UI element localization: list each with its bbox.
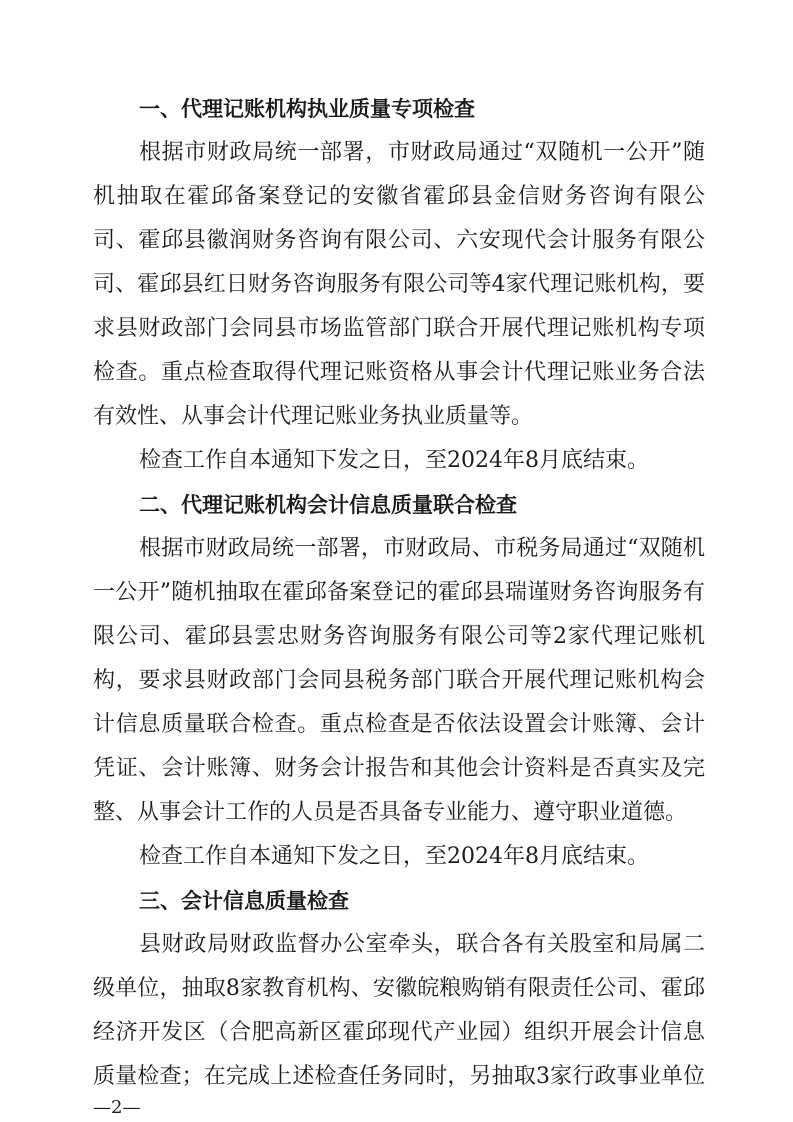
section-2-paragraph-line: 整、从事会计工作的人员是否具备专业能力、遵守职业道德。 bbox=[93, 800, 688, 825]
section-3-paragraph-line: 质量检查；在完成上述检查任务同时，另抽取3家行政事业单位 bbox=[93, 1064, 705, 1089]
section-3-paragraph-line: 县财政局财政监督办公室牵头，联合各有关股室和局属二 bbox=[139, 932, 705, 957]
section-3-paragraph-line: 经济开发区（合肥高新区霍邱现代产业园）组织开展会计信息 bbox=[93, 1020, 705, 1045]
section-2-paragraph-line: 构，要求县财政部门会同县税务部门联合开展代理记账机构会 bbox=[93, 668, 705, 693]
section-1-heading: 一、代理记账机构执业质量专项检查 bbox=[139, 97, 475, 121]
section-2-heading: 二、代理记账机构会计信息质量联合检查 bbox=[139, 493, 517, 517]
section-1-paragraph-line: 机抽取在霍邱备案登记的安徽省霍邱县金信财务咨询有限公 bbox=[93, 184, 705, 209]
section-1-paragraph-line: 司、霍邱县徽润财务咨询有限公司、六安现代会计服务有限公 bbox=[93, 228, 705, 253]
section-1-paragraph-line: 求县财政部门会同县市场监管部门联合开展代理记账机构专项 bbox=[93, 316, 705, 341]
section-1-paragraph-line: 有效性、从事会计代理记账业务执业质量等。 bbox=[93, 404, 534, 429]
section-1-paragraph-line: 司、霍邱县红日财务咨询服务有限公司等4家代理记账机构，要 bbox=[93, 272, 705, 297]
section-2-paragraph-line: 限公司、霍邱县雲忠财务咨询服务有限公司等2家代理记账机 bbox=[93, 624, 705, 649]
section-3-paragraph-line: 级单位，抽取8家教育机构、安徽皖粮购销有限责任公司、霍邱 bbox=[93, 976, 705, 1001]
section-2-paragraph-line: 计信息质量联合检查。重点检查是否依法设置会计账簿、会计 bbox=[93, 712, 705, 737]
section-1-paragraph-line: 检查。重点检查取得代理记账资格从事会计代理记账业务合法 bbox=[93, 360, 705, 385]
section-1-closing: 检查工作自本通知下发之日，至2024年8月底结束。 bbox=[139, 448, 649, 473]
section-2-paragraph-line: 一公开”随机抽取在霍邱备案登记的霍邱县瑞谨财务咨询服务有 bbox=[93, 580, 705, 605]
section-3-heading: 三、会计信息质量检查 bbox=[139, 889, 349, 913]
page-number: —2— bbox=[93, 1097, 141, 1118]
section-2-paragraph-line: 根据市财政局统一部署，市财政局、市税务局通过“双随机 bbox=[139, 536, 705, 561]
section-2-paragraph-line: 凭证、会计账簿、财务会计报告和其他会计资料是否真实及完 bbox=[93, 756, 705, 781]
section-2-closing: 检查工作自本通知下发之日，至2024年8月底结束。 bbox=[139, 844, 649, 869]
section-1-paragraph-line: 根据市财政局统一部署，市财政局通过“双随机一公开”随 bbox=[139, 140, 705, 165]
